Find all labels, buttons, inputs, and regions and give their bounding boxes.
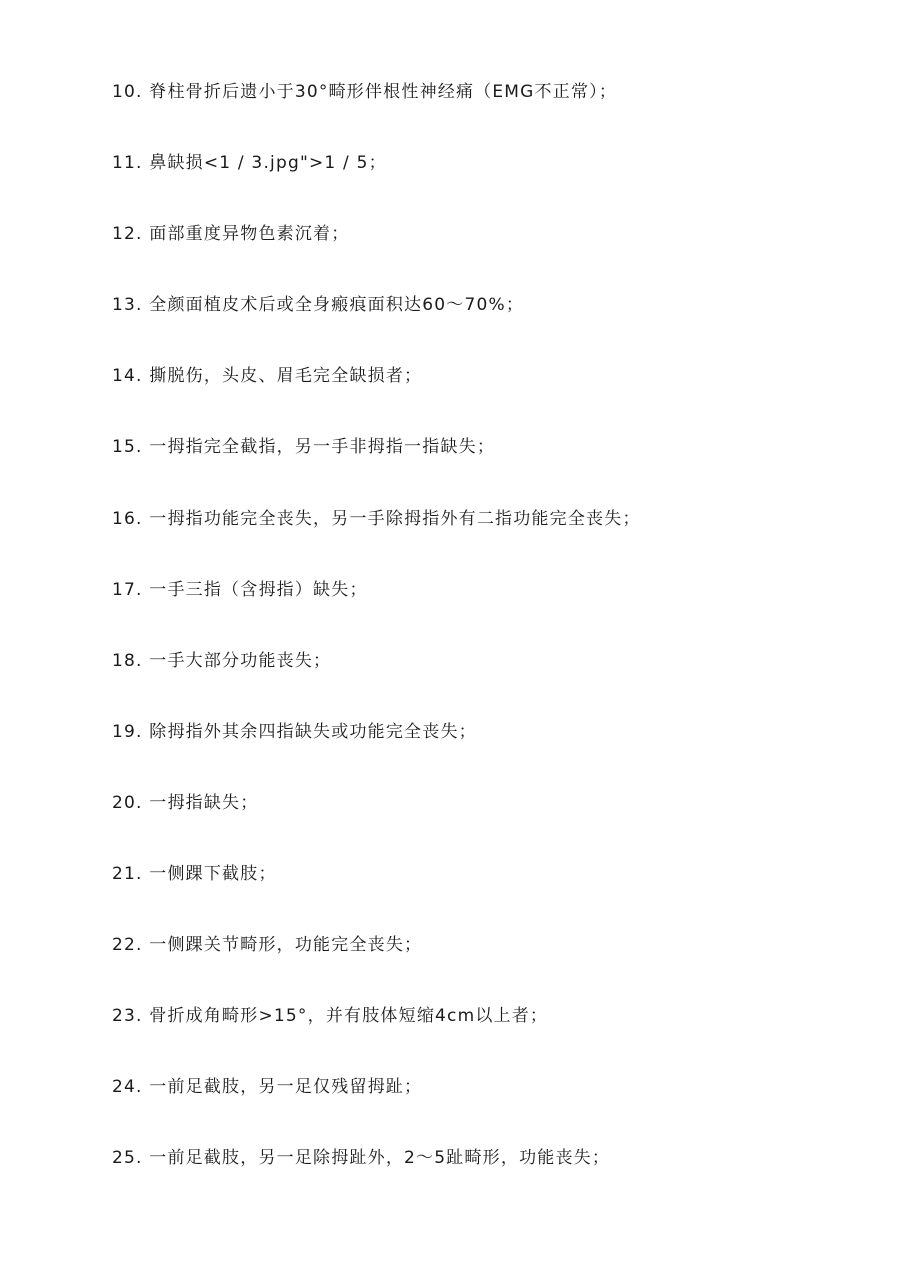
- list-item: [112, 76, 872, 147]
- list-item-text: 23. 骨折成角畸形>15°，并有肢体短缩4cm以上者；: [112, 1006, 549, 1027]
- list-item-text: 21. 一侧踝下截肢；: [112, 864, 277, 885]
- list-item: [112, 929, 872, 1000]
- list-item-text: 20. 一拇指缺失；: [112, 792, 259, 813]
- list-item-text: 12. 面部重度异物色素沉着；: [112, 224, 350, 245]
- list-item: [112, 218, 872, 289]
- list-item: [112, 360, 872, 431]
- list-item: [112, 716, 872, 787]
- list-item-text: 16. 一拇指功能完全丧失，另一手除拇指外有二指功能完全丧失；: [112, 508, 641, 529]
- list-item-text: 17. 一手三指（含拇指）缺失；: [112, 579, 368, 600]
- list-item: [112, 1071, 872, 1142]
- list-item: [112, 147, 872, 218]
- list-item-text: 14. 撕脱伤，头皮、眉毛完全缺损者；: [112, 366, 423, 387]
- list-item: [112, 787, 872, 858]
- list-item: [112, 645, 872, 716]
- list-item-text: 19. 除拇指外其余四指缺失或功能完全丧失；: [112, 721, 477, 742]
- list-item: [112, 1000, 872, 1071]
- list-item-text: 10. 脊柱骨折后遗小于30°畸形伴根性神经痛（EMG不正常）；: [112, 82, 618, 102]
- list-item: [112, 289, 872, 360]
- disability-criteria-list: [112, 76, 872, 1214]
- list-item-text: 22. 一侧踝关节畸形，功能完全丧失；: [112, 935, 423, 956]
- list-item-text: 15. 一拇指完全截指，另一手非拇指一指缺失；: [112, 437, 496, 458]
- list-item-text: 25. 一前足截肢，另一足除拇趾外，2～5趾畸形，功能丧失；: [112, 1148, 611, 1169]
- list-item: [112, 574, 872, 645]
- list-item: [112, 858, 872, 929]
- list-item-text: 13. 全颜面植皮术后或全身瘢痕面积达60～70%；: [112, 295, 525, 316]
- list-item: [112, 503, 872, 574]
- list-item: [112, 431, 872, 502]
- list-item-text: 18. 一手大部分功能丧失；: [112, 650, 332, 671]
- list-item-text: 11. 鼻缺损<1 / 3.jpg">1 / 5；: [112, 153, 387, 174]
- list-item-text: 24. 一前足截肢，另一足仅残留拇趾；: [112, 1077, 423, 1098]
- list-item: [112, 1142, 872, 1213]
